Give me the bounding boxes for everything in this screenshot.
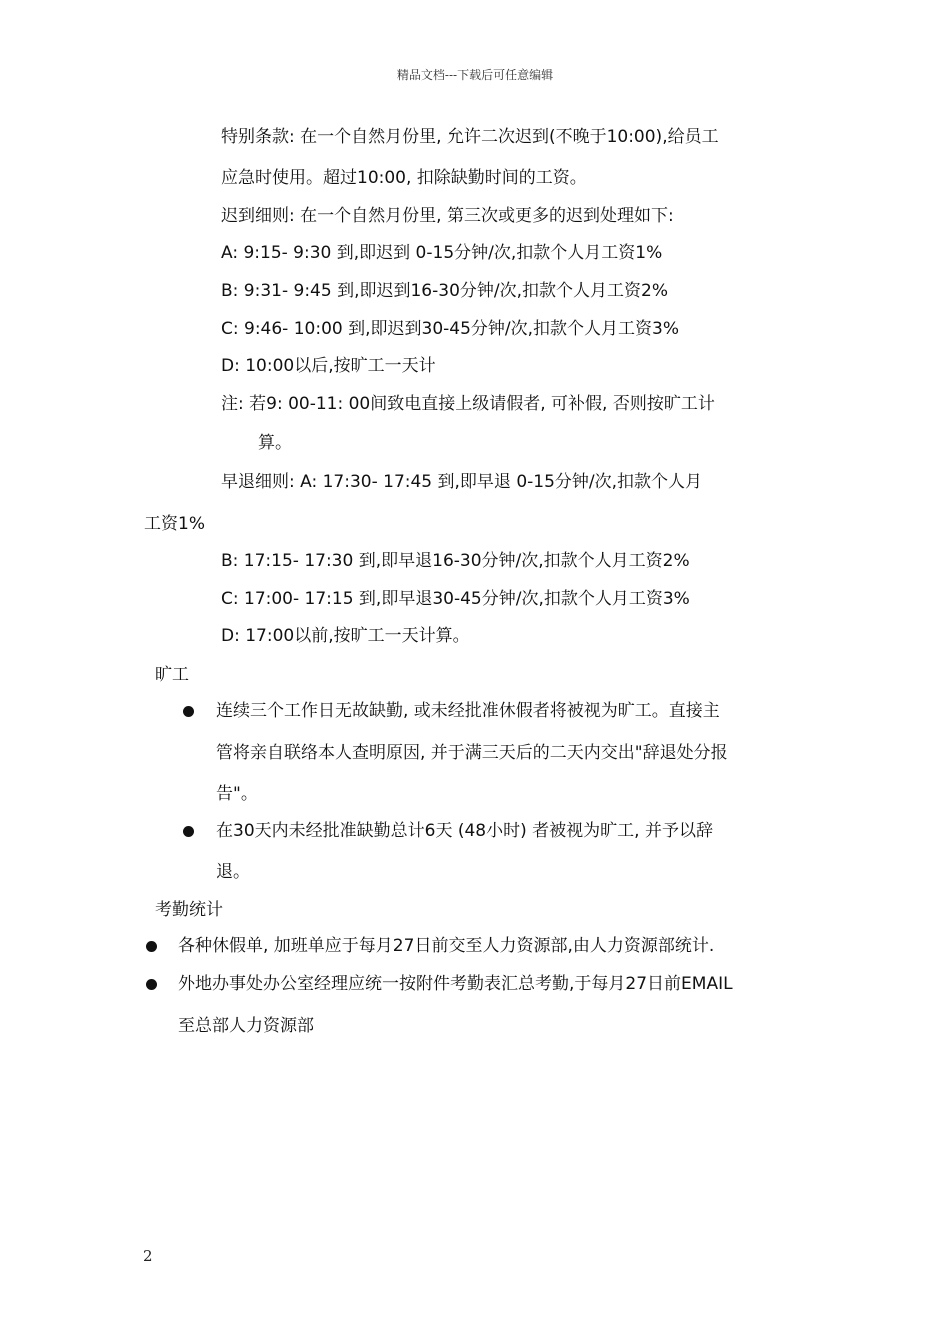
page-header: 精品文档---下载后可任意编辑 [396, 68, 554, 82]
absenteeism-bullet-1-line-1: 连续三个工作日无故缺勤, 或未经批准休假者将被视为旷工。直接主 [216, 701, 720, 721]
special-clause-line-2: 应急时使用。超过10:00, 扣除缺勤时间的工资。 [221, 168, 587, 188]
late-rule-d: D: 10:00以后,按旷工一天计 [221, 356, 436, 376]
late-rule-c: C: 9:46- 10:00 到,即迟到30-45分钟/次,扣款个人月工资3% [221, 319, 680, 339]
absenteeism-bullet-2-line-2: 退。 [216, 862, 250, 882]
late-note-line-1: 注: 若9: 00-11: 00间致电直接上级请假者, 可补假, 否则按旷工计 [221, 394, 715, 414]
page-number: 2 [143, 1247, 153, 1265]
bullet-icon [146, 979, 157, 990]
absenteeism-bullet-1-line-3: 告"。 [216, 784, 258, 804]
bullet-icon [146, 941, 157, 952]
absenteeism-heading: 旷工 [155, 665, 189, 685]
absenteeism-bullet-1-line-2: 管将亲自联络本人查明原因, 并于满三天后的二天内交出"辞退处分报 [216, 743, 728, 763]
early-rule-d: D: 17:00以前,按旷工一天计算。 [221, 626, 470, 646]
late-note-line-2: 算。 [258, 433, 292, 453]
bullet-icon [183, 706, 194, 717]
early-rules-line-1: 早退细则: A: 17:30- 17:45 到,即早退 0-15分钟/次,扣款个人月 [221, 472, 703, 492]
absenteeism-bullet-2-line-1: 在30天内未经批准缺勤总计6天 (48小时) 者被视为旷工, 并予以辞 [216, 821, 713, 841]
attendance-bullet-1: 各种休假单, 加班单应于每月27日前交至人力资源部,由人力资源部统计. [178, 936, 715, 956]
bullet-icon [183, 826, 194, 837]
attendance-stats-heading: 考勤统计 [155, 900, 223, 920]
late-rule-b: B: 9:31- 9:45 到,即迟到16-30分钟/次,扣款个人月工资2% [221, 281, 668, 301]
late-rule-a: A: 9:15- 9:30 到,即迟到 0-15分钟/次,扣款个人月工资1% [221, 243, 663, 263]
early-rules-line-1-cont: 工资1% [144, 514, 205, 534]
early-rule-b: B: 17:15- 17:30 到,即早退16-30分钟/次,扣款个人月工资2% [221, 551, 690, 571]
special-clause-line-1: 特别条款: 在一个自然月份里, 允许二次迟到(不晚于10:00),给员工 [221, 127, 719, 147]
attendance-bullet-2-line-2: 至总部人力资源部 [178, 1016, 314, 1036]
attendance-bullet-2-line-1: 外地办事处办公室经理应统一按附件考勤表汇总考勤,于每月27日前EMAIL [178, 974, 733, 994]
early-rule-c: C: 17:00- 17:15 到,即早退30-45分钟/次,扣款个人月工资3% [221, 589, 690, 609]
late-rules-title: 迟到细则: 在一个自然月份里, 第三次或更多的迟到处理如下: [221, 206, 674, 226]
